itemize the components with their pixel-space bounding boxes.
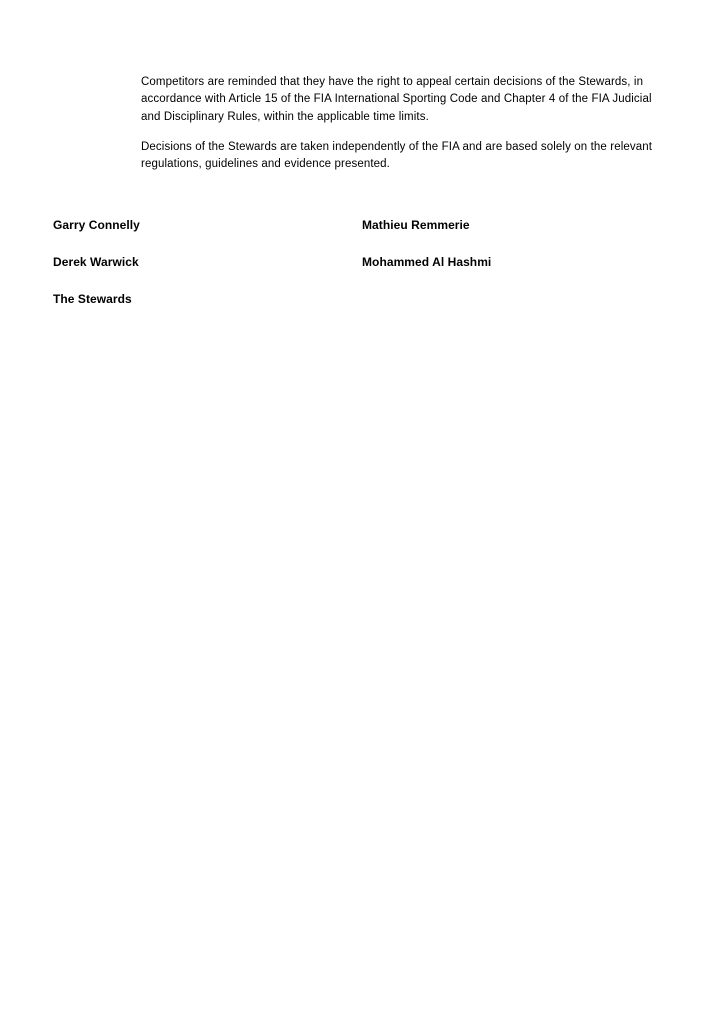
signature-block: [53, 218, 653, 329]
signature-row: [53, 218, 653, 255]
steward-name-derek-warwick: Derek Warwick: [53, 255, 139, 269]
signature-role-the-stewards: The Stewards: [53, 292, 132, 306]
signature-row: [53, 255, 653, 292]
independence-notice-block: [141, 127, 656, 185]
signature-row: [53, 292, 653, 329]
steward-name-mathieu-remmerie: Mathieu Remmerie: [362, 218, 470, 232]
appeal-notice-text: Competitors are reminded that they have the right to appeal certain decisions of the Stewards, in accordance with Article 15 of the FIA International Sporting Code and Chapter 4 of the FIA Judicial and Disciplinary Rules, within the applicable time limits.: [141, 75, 655, 123]
steward-name-mohammed-al-hashmi: Mohammed Al Hashmi: [362, 255, 492, 269]
steward-name-garry-connelly: Garry Connelly: [53, 218, 140, 232]
independence-notice-text: Decisions of the Stewards are taken independently of the FIA and are based solely on the relevant regulations, guidelines and evidence presented.: [141, 140, 656, 170]
